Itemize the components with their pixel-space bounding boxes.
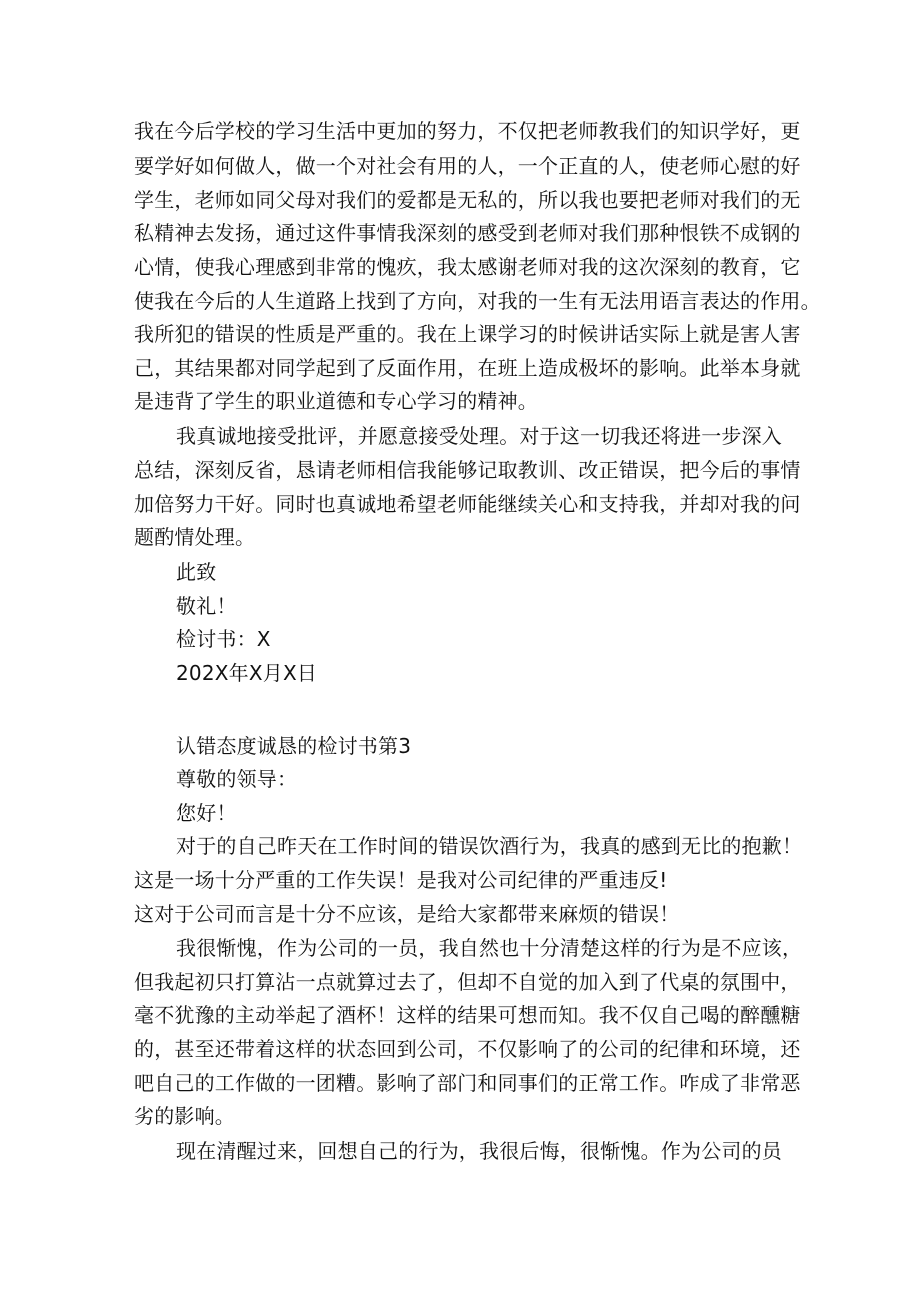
text-line: 题酌情处理。 (134, 525, 256, 549)
text-line: 劣的影响。 (134, 1104, 235, 1128)
text-line: 是违背了学生的职业道德和专心学习的精神。 (134, 389, 538, 413)
text-line: 总结，深刻反省，恳请老师相信我能够记取教训、改正错误，把今后的事情 (134, 458, 801, 482)
date-line: 202X年X月X日 (176, 661, 318, 685)
text-line: 这是一场十分严重的工作失误！是我对公司纪律的严重违反! (134, 868, 668, 892)
salutation-regards: 敬礼！ (176, 594, 237, 618)
text-line: 私精神去发扬，通过这件事情我深刻的感受到老师对我们那种恨铁不成钢的 (134, 221, 801, 245)
signature-line: 检讨书：X (176, 627, 271, 651)
text-line: 加倍努力干好。同时也真诚地希望老师能继续关心和支持我，并却对我的问 (134, 492, 801, 516)
text-line: 现在清醒过来，回想自己的行为，我很后悔，很惭愧。作为公司的员 (176, 1139, 782, 1163)
greeting-recipient: 尊敬的领导： (176, 767, 298, 791)
text-line: 我很惭愧，作为公司的一员，我自然也十分清楚这样的行为是不应该， (176, 936, 803, 960)
text-line: 毫不犹豫的主动举起了酒杯！这样的结果可想而知。我不仅自己喝的醉醺糖 (134, 1003, 801, 1027)
text-line: 我在今后学校的学习生活中更加的努力，不仅把老师教我们的知识学好，更 (134, 119, 801, 143)
text-line: 心情，使我心理感到非常的愧疚，我太感谢老师对我的这次深刻的教育，它 (134, 255, 801, 279)
salutation-closing: 此致 (176, 560, 217, 584)
text-line: 我真诚地接受批评，并愿意接受处理。对于这一切我还将进一步深入 (176, 424, 782, 448)
text-line: 对于的自己昨天在工作时间的错误饮酒行为，我真的感到无比的抱歉！ (176, 834, 803, 858)
text-line: 己，其结果都对同学起到了反面作用，在班上造成极坏的影响。此举本身就 (134, 356, 801, 380)
text-line: 要学好如何做人，做一个对社会有用的人，一个正直的人，使老师心慰的好 (134, 154, 801, 178)
text-line: 我所犯的错误的性质是严重的。我在上课学习的时候讲话实际上就是害人害 (134, 322, 801, 346)
text-line: 这对于公司而言是十分不应该，是给大家都带来麻烦的错误！ (134, 902, 680, 926)
text-line: 使我在今后的人生道路上找到了方向，对我的一生有无法用语言表达的作用。 (134, 289, 821, 313)
text-line: 吧自己的工作做的一团糟。影响了部门和同事们的正常工作。咋成了非常恶 (134, 1071, 801, 1095)
text-line: 但我起初只打算沾一点就算过去了，但却不自觉的加入到了代桌的氛围中， (134, 970, 801, 994)
text-line: 的，甚至还带着这样的状态回到公司，不仅影响了的公司的纪律和环境，还 (134, 1037, 801, 1061)
section-title: 认错态度诚恳的检讨书第3 (176, 734, 412, 758)
text-line: 学生，老师如同父母对我们的爱都是无私的，所以我也要把老师对我们的无 (134, 188, 801, 212)
greeting: 您好！ (176, 801, 237, 825)
